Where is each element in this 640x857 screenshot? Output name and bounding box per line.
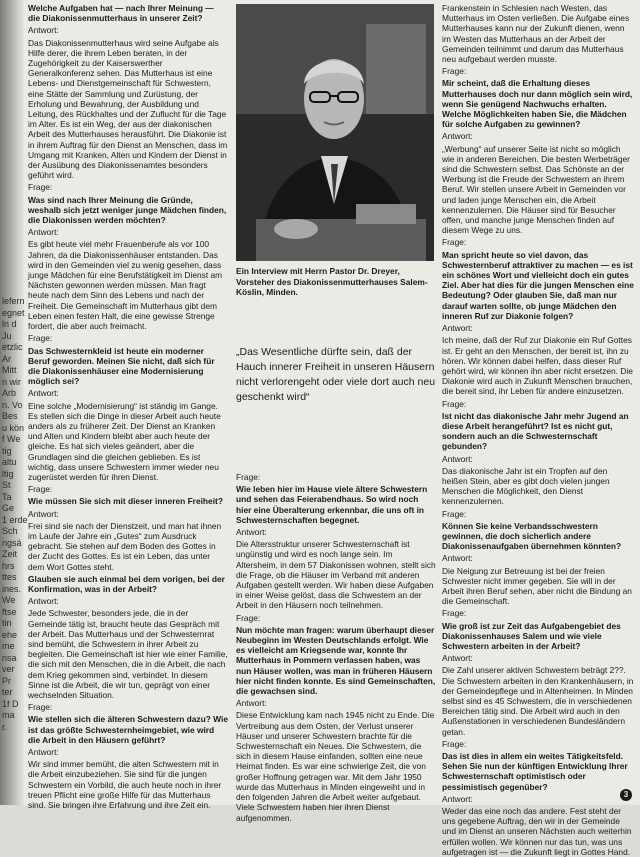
answer-text: Das diakonische Jahr ist ein Tropfen auf den heißen Stein, aber es gibt doch vielen jungen Menschen die Möglichkeit, den Dienst kennenzulernen.	[442, 465, 610, 507]
gutter-text-fragments	[2, 296, 28, 733]
gutter-fragment: ln d	[2, 319, 17, 329]
question-text: Nun möchte man fragen: warum überhaupt dieser Neubeginn im Westen Deutschlands erfolgt. Wie es vielleicht am Kriegsende war, konnte Ihr Mutterhaus in Pommern verlassen haben, was nun Häuser wollen, was man in früheren Häusern hier nicht finden konnte. Es sind Gemeinschaften, die gewachsen sind.	[236, 624, 436, 697]
answer-text: Das Diakonissenmutterhaus wird seine Aufgabe als Hilfe derer, die ihrem Leben beraten, in der Zugehörigkeit zu der Kaiserswerther Generalkonferenz sehen. Das Mutterhaus ist eine Lebens- und Dienstgemeinschaft für Schwestern, eine Stätte der Sammlung und Zurüstung, der Erholung und Bewahrung, der Ausbildung und Leitung, des Rückhaltes und der Zuflucht für die Tage im Alter. Es ist ein Weg, der aus der diakonischen Arbeit des Mutterhauses herausführt. Die Diakonie ist in ihrem Auftrag für den Dienst an Menschen, dass im Umgang mit Kranken, Alten und Kindern der Dienst in der Ausübung des Diakonissenamtes besonders geführt wird.	[28, 37, 228, 181]
answer-text: Weder das eine noch das andere. Fest steht der uns gegebene Auftrag, den wir in der Gemeinde und im Dienst an unseren Nächsten auch weiterhin erfüllen wollen. Wir können nur das tun, was uns aufgetragen ist — die Zukunft liegt in Gottes Hand.	[442, 806, 632, 857]
gutter-fragment: etzlic	[2, 342, 23, 352]
gutter-fragment: 1f D	[2, 698, 19, 709]
label-text: Antwort:	[236, 527, 267, 538]
answer-text: Die Altersstruktur unserer Schwesternschaft ist ungünstig und wird es noch lange sein. Im Altersheim, in dem 57 Diakonissen wohnen, stellt sich die Frage, ob die Häuser im Verband mit anderen Aufgaben gestellt werden. Wir haben diese Aufgaben in einer Weise gelöst, dass die Schwestern an der Arbeit in den Häusern noch teilnehmen.	[236, 539, 436, 611]
gutter-fragment: Mitt	[2, 365, 17, 375]
gutter-fragment: ttes	[2, 572, 17, 582]
gutter-fragment: ma	[2, 710, 15, 720]
right-column	[442, 3, 634, 857]
gutter-fragment: Ge	[2, 503, 15, 513]
answer-text: Eine solche „Modernisierung“ ist ständig im Gange. Es stellen sich die Dinge in dieser Arbeit auch heute anders als zu früherer Zeit. Der Dienst an Kranken und Alten und Kindern bleibt aber auch heute der gleiche. Es hat sich vieles geändert, aber die Grundlagen sind die gleichen geblieben. Es ist wichtig, dass unsere Schwestern immer wieder neu zugerüstet werden für ihren Dienst.	[28, 400, 221, 482]
gutter-fragment: lefern	[2, 296, 25, 306]
label-text: Frage:	[28, 702, 53, 713]
gutter-fragment: Pr	[2, 675, 11, 686]
label-text: Antwort:	[442, 553, 473, 564]
question-text: Wie leben hier im Hause viele ältere Schwestern und sehen das Feierabendhaus. So wird noch hier eine Überalterung erkennbar, die uns oft in Schwesternschaften begegnet.	[236, 484, 428, 525]
gutter-fragment: nsa	[2, 652, 17, 663]
pull-quote: „Das Wesentliche dürfte sein, daß der Hauch innerer Freiheit in unseren Häusern nicht verlorengeht oder viele dort auch neu geschenkt wird“	[236, 346, 436, 403]
left-column	[28, 3, 228, 811]
label-text: Antwort:	[28, 747, 59, 758]
question-text: Mir scheint, daß die Erhaltung dieses Mutterhauses doch nur dann möglich sein wird, wenn Sie genügend Nachwuchs erhalten. Welche Möglichkeiten haben Sie, die Mädchen für solche Aufgaben zu gewinnen?	[442, 78, 633, 130]
label-text: Antwort:	[28, 227, 59, 238]
question-text: Wie stellen sich die älteren Schwestern dazu? Wie ist das größte Schwesternheimgebiet, wie wird die Arbeit in den Häusern geführt?	[28, 714, 228, 745]
answer-text: Frei sind sie nach der Dienstzeit, und man hat ihnen im Laufe der Jahre ein „Gutes“ zum Ausdruck gebracht. Sie stehen auf dem Boden des Gottes in der Zucht des Gottes. Es ist ein Leben, das unter dem Wort Gottes steht.	[28, 520, 222, 572]
label-text: Frage:	[442, 66, 467, 77]
question-text: Das Schwesternkleid ist heute ein moderner Beruf geworden. Meinen Sie nicht, daß sich für die Diakonissenhäuser eine Modernisierung möglich sei?	[28, 345, 215, 387]
label-text: Frage:	[28, 182, 53, 193]
label-text: Antwort:	[28, 388, 59, 399]
gutter-fragment: St	[2, 480, 11, 490]
question-text: Ist nicht das diakonische Jahr mehr Jugend an diese Arbeit herangeführt? Ist es nicht gut, sondern auch an die Schwesternschaft gebunden?	[442, 410, 629, 452]
answer-text: Die Zahl unserer aktiven Schwestern beträgt 2??. Die Schwestern arbeiten in den Krankenhäusern, in der Gemeindepflege und in Altenheimen. In Minden selbst sind es 45 Schwestern, die in verschiedenen Bereichen tätig sind. Die Arbeit wird auch in den Außenstationen in verschiedenen Bundesländern getan.	[442, 665, 634, 737]
label-text: Frage:	[442, 398, 467, 409]
gutter-fragment: Ju	[2, 330, 12, 341]
gutter-fragment: ter	[2, 687, 13, 697]
label-text: Frage:	[442, 237, 467, 248]
gutter-fragment: f We	[2, 434, 21, 444]
answer-text: „Werbung“ auf unserer Seite ist nicht so möglich wie in anderen Bereichen. Die besten Werbeträger sind die Schwestern selbst. Das Schönste an der Werbung ist die Freude der Schwestern an ihrem Beruf. Wir stellen unsere Arbeit in Gemeinden vor und laden junge Menschen ein, die Arbeit kennenzulernen. Die Häuser sind für Besucher offen, und manche junge Menschen finden auf diesem Wege zu uns.	[442, 143, 630, 236]
portrait-illustration	[236, 4, 434, 261]
answer-text: Ich meine, daß der Ruf zur Diakonie ein Ruf Gottes ist. Er geht an den Menschen, der bereit ist, ihn zu hören. Wir können dabei helfen, dass dieser Ruf gehört wird, wir können ihn aber nicht ersetzen. Die Diakonie wird auch in Zukunft Menschen brauchen, die bereit sind, ihr Leben für andere einzusetzen.	[442, 335, 633, 397]
gutter-fragment: ehe	[2, 629, 18, 640]
label-text: Frage:	[28, 484, 53, 495]
label-text: Frage:	[442, 738, 467, 749]
gutter-fragment: hrs	[2, 560, 15, 571]
gutter-fragment: 1 erde	[2, 514, 28, 525]
middle-column	[236, 472, 436, 823]
portrait-photo	[236, 4, 434, 261]
answer-text: Diese Entwicklung kam nach 1945 nicht zu Ende. Die Vertreibung aus dem Osten, der Verlust unserer Häuser und unserer Schwestern brachte für die Schwesternschaft ein Neues. Die Schwestern, die sich in diesem Hause einfanden, sollten eine neue Heimat finden. Es war eine schwierige Zeit, die von großer Hoffnung getragen war. Mit dem Jahr 1950 wurde das Mutterhaus in Minden eingeweiht und in den folgenden Jahren die Arbeit weiter aufgebaut. Viele Schwestern haben hier ihren Dienst aufgenommen.	[236, 710, 435, 823]
gutter-fragment: Bes	[2, 411, 18, 421]
label-text: Antwort:	[28, 25, 59, 36]
answer-text: Es gibt heute viel mehr Frauenberufe als vor 100 Jahren, da die Diakonissenhäuser entstanden. Das wird in den Gemeinden viel zu wenig gesehen, dass junge Mädchen für eine Berufstätigkeit im Dienst am Nächsten gewonnen werden müssen. Man fragt heute nach dem Sinn des Lebens und nach der Freiheit. Die Gemeinschaft im Mutterhaus gibt dem Leben einen festen Halt, die eine gewisse Strenge fordert, die aber auch freimacht.	[28, 239, 223, 332]
label-text: Antwort:	[442, 323, 473, 334]
gutter-fragment: egnet	[2, 307, 25, 318]
label-text: Antwort:	[28, 596, 59, 607]
page-number: 3	[620, 789, 632, 801]
answer-text: Frankenstein in Schlesien nach Westen, das Mutterhaus im Osten verließen. Die Aufgabe eines Mutterhauses kann nur der Zukunft dienen, wenn im Westen das Mutterhaus an der Arbeit der Gemeinden teilnimmt und darum das Mutterhaus neu aufgebaut werden musste.	[442, 3, 630, 65]
label-text: Frage:	[28, 333, 53, 344]
gutter-fragment: ver	[2, 664, 15, 674]
gutter-fragment: We	[2, 595, 16, 605]
label-text: Antwort:	[442, 131, 473, 142]
label-text: Frage:	[236, 612, 261, 623]
gutter-fragment: Ta	[2, 491, 12, 502]
gutter-fragment: n wir	[2, 376, 22, 387]
label-text: Antwort:	[442, 653, 473, 664]
answer-text: Wir sind immer bemüht, die alten Schwestern mit in die Arbeit einzubeziehen. Sie sind für die jungen Schwestern ein Vorbild, die auch heute noch in ihrer treuen Pflicht eine große Hilfe für das Mutterhaus sind. Sie bringen ihre Erfahrung und ihre Zeit ein.	[28, 759, 222, 811]
gutter-fragment: Sch	[2, 526, 18, 536]
label-text: Antwort:	[28, 508, 59, 519]
answer-text: Jede Schwester, besonders jede, die in der Gemeinde tätig ist, braucht heute das Gespräch mit der Arbeit. Das Mutterhaus und der Schwesternrat sind bemüht, die Schwestern in ihrer Arbeit zu begleiten. Die Gemeinschaft ist hier wie einer Familie, die sich mit den Menschen, die in die Arbeit, die nach dem Krieg gekommen sind, verbindet. In diesem Sinne ist die Arbeit, die wir tun, geprägt von einer wechselnden Situation.	[28, 608, 228, 700]
gutter-fragment: ltig	[2, 468, 14, 479]
gutter-fragment: tig	[2, 445, 12, 456]
question-text: Man spricht heute so viel davon, das Schwesternberuf attraktiver zu machen — es ist ein schönes Wort und vielleicht doch ein gutes Ziel. Aber hat dies für die jungen Menschen eine Bedeutung? Oder glauben Sie, daß man nur darauf warten sollte, ob junge Mädchen den inneren Ruf zur Diakonie folgen?	[442, 249, 634, 321]
question-text: Das ist dies in allem ein weites Tätigkeitsfeld. Sehen Sie nun der künftigen Entwicklung Ihrer Schwesternschaft optimistisch oder pessimistisch gegenüber?	[442, 751, 628, 792]
gutter-fragment: n. Vo	[2, 399, 23, 410]
gutter-fragment: Zeit	[2, 549, 18, 559]
gutter-fragment: r.	[2, 721, 8, 732]
gutter-fragment: altu	[2, 457, 17, 467]
question-text: Welche Aufgaben hat — nach Ihrer Meinung — die Diakonissenmutterhaus in unserer Zeit?	[28, 3, 214, 24]
gutter-fragment: ines.	[2, 583, 22, 594]
question-text: Glauben sie auch einmal bei dem vorigen, bei der Konfirmation, was in der Arbeit?	[28, 573, 225, 594]
gutter-fragment: ngsä	[2, 537, 22, 548]
question-text: Können Sie keine Verbandsschwestern gewinnen, die doch sicherlich andere Diakonissenaufgaben übernehmen könnten?	[442, 520, 622, 552]
question-text: Wie müssen Sie sich mit dieser inneren Freiheit?	[28, 496, 223, 507]
question-text: Was sind nach Ihrer Meinung die Gründe, weshalb sich jetzt weniger junge Mädchen finden, die Diakonissen werden möchten?	[28, 194, 227, 226]
gutter-fragment: tin	[2, 618, 12, 628]
label-text: Antwort:	[442, 453, 473, 464]
gutter-fragment: Arb	[2, 388, 17, 398]
label-text: Frage:	[442, 608, 467, 619]
gutter-fragment: ftse	[2, 606, 17, 617]
label-text: Frage:	[236, 472, 261, 482]
gutter-fragment: Ar	[2, 353, 11, 364]
photo-caption: Ein Interview mit Herrn Pastor Dr. Dreyer, Vorsteher des Diakonissenmutterhauses Salem-Köslin, Minden.	[236, 266, 428, 297]
gutter-fragment: u kön	[2, 422, 25, 433]
label-text: Antwort:	[236, 698, 267, 709]
label-text: Antwort:	[442, 793, 473, 804]
question-text: Wie groß ist zur Zeit das Aufgabengebiet des Diakonissenhauses Salem und wie viele Schwestern arbeiten in der Arbeit?	[442, 620, 621, 651]
answer-text: Die Neigung zur Betreuung ist bei der freien Schwester nicht immer gegeben. Sie will in der Arbeit ihren Beruf sehen, aber nicht die Bindung an die Gemeinschaft.	[442, 565, 632, 607]
gutter-fragment: me	[2, 641, 15, 651]
adjacent-page-gutter	[0, 0, 28, 805]
label-text: Frage:	[442, 508, 467, 519]
